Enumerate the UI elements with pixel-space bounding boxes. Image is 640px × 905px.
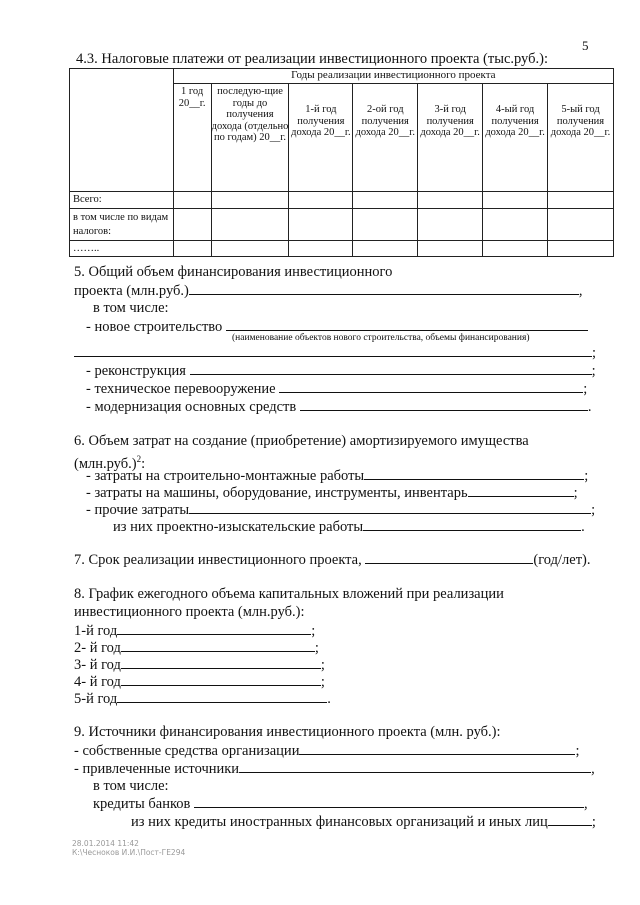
attracted-line: - привлеченные источники , [74,761,595,777]
own-funds-field[interactable] [299,742,575,755]
table-cell[interactable] [173,192,211,209]
footnote-mark: 2 [136,454,142,464]
row-label-ellipsis: …….. [70,241,174,257]
section-6-title-line1: 6. Объем затрат на создание (приобретение) амортизируемого имущества [74,433,529,449]
table-cell[interactable] [289,241,353,257]
section-7-text: 7. Срок реализации инвестиционного проекта, [74,552,362,568]
survey-label: из них проектно-изыскательские работы [113,519,364,535]
table-row [70,241,614,257]
section-6-colon: : [141,455,146,472]
table-cell[interactable] [353,192,418,209]
tax-payments-table [69,68,614,257]
table-cell[interactable] [289,209,353,241]
bank-loans-field[interactable] [194,795,584,808]
col-header-income-year4: 4-ый год получения дохода 20__г. [483,84,548,192]
own-funds-label: - собственные средства организации [74,743,300,759]
term-field[interactable] [365,551,533,564]
table-cell[interactable] [353,209,418,241]
survey-field[interactable] [363,518,581,531]
smr-field[interactable] [364,467,584,480]
smr-line: - затраты на строительно-монтажные работы ; [86,468,589,484]
section-7-unit: (год/лет). [533,552,591,568]
year3-field[interactable] [121,656,321,669]
year2-line: 2- й год ; [74,640,319,656]
col-header-income-year1: 1-й год получения дохода 20__г. [289,84,353,192]
page-number: 5 [582,38,589,53]
col-header-year1: 1 год 20__г. [173,84,211,192]
year4-field[interactable] [121,673,321,686]
section-5-title-line1: 5. Общий объем финансирования инвестиционного [74,264,393,280]
table-cell[interactable] [483,209,548,241]
recon-line: - реконструкция ; [86,363,596,379]
table-cell[interactable] [289,192,353,209]
section-4-3-title: 4.3. Налоговые платежи от реализации инвестиционного проекта (тыс.руб.): [76,51,548,67]
new-build-label: - новое строительство [86,319,223,335]
table-cell[interactable] [211,192,289,209]
table-cell[interactable] [418,241,483,257]
table-cell[interactable] [211,209,289,241]
years-group-header: Годы реализации инвестиционного проекта [173,69,613,84]
attracted-field[interactable] [239,760,591,773]
col-header-following-years: последую-щие годы до получения дохода (отдельно по годам) 20__г. [211,84,289,192]
section-5-title-line2: проекта (млн.руб.) , [74,283,583,299]
table-cell[interactable] [548,192,614,209]
other-costs-label: - прочие затраты [86,502,190,518]
year2-label: 2- й год [74,640,121,656]
foreign-loans-label: из них кредиты иностранных финансовых организаций и иных лиц [131,814,548,830]
own-funds-line: - собственные средства организации ; [74,743,580,759]
section-9-incl: в том числе: [93,778,169,794]
attracted-label: - привлеченные источники [74,761,240,777]
section-8-title-line2: инвестиционного проекта (млн.руб.): [74,604,305,620]
year3-label: 3- й год [74,657,121,673]
section-7-line [74,551,591,568]
row-label-by-tax-type: в том числе по видам налогов: [70,209,174,241]
col-header-income-year2: 2-ой год получения дохода 20__г. [353,84,418,192]
other-costs-line: - прочие затраты ; [86,502,596,518]
footer-file-path: К:\Чесноков И.И.\Пост-ГЕ294 [72,848,186,857]
modern-line: - модернизация основных средств . [86,399,592,415]
section-5-title-text: проекта (млн.руб.) [74,283,189,299]
new-build-field[interactable] [226,318,588,331]
year5-field[interactable] [117,690,327,703]
row-label-total: Всего: [70,192,174,209]
machines-line: - затраты на машины, оборудование, инструменты, инвентарь ; [86,485,578,501]
section-9-title: 9. Источники финансирования инвестиционного проекта (млн. руб.): [74,724,501,740]
bank-loans-label: кредиты банков [93,796,191,812]
new-build-note: (наименование объектов нового строительства, объемы финансирования) [232,333,530,343]
table-cell[interactable] [418,209,483,241]
smr-label: - затраты на строительно-монтажные работы [86,468,365,484]
year4-label: 4- й год [74,674,121,690]
year5-line: 5-й год . [74,691,331,707]
col-header-income-year5: 5-ый год получения дохода 20__г. [548,84,614,192]
footer-timestamp: 28.01.2014 11:42 [72,839,139,848]
foreign-loans-line: из них кредиты иностранных финансовых организаций и иных лиц ; [131,814,596,830]
tech-field[interactable] [279,380,583,393]
section-8-title-line1: 8. График ежегодного объема капитальных вложений при реализации [74,586,504,602]
year1-field[interactable] [117,622,311,635]
foreign-loans-field[interactable] [548,813,592,826]
table-cell[interactable] [483,192,548,209]
table-row [70,192,614,209]
modern-label: - модернизация основных средств [86,399,297,415]
year3-line: 3- й год ; [74,657,325,673]
survey-line: из них проектно-изыскательские работы . [113,519,585,535]
table-cell[interactable] [353,241,418,257]
new-build-continuation-line: ; [74,344,596,361]
year1-label: 1-й год [74,623,118,639]
table-cell[interactable] [173,241,211,257]
new-build-field-continued[interactable] [74,344,592,357]
modern-field[interactable] [300,398,588,411]
table-cell[interactable] [483,241,548,257]
table-cell[interactable] [548,241,614,257]
machines-label: - затраты на машины, оборудование, инструменты, инвентарь [86,485,468,501]
total-financing-field[interactable] [189,282,579,295]
table-cell[interactable] [173,209,211,241]
machines-field[interactable] [468,484,574,497]
section-6-unit: (млн.руб.) [74,455,137,472]
year5-label: 5-й год [74,691,118,707]
year1-line: 1-й год ; [74,623,316,639]
table-row [70,209,614,241]
table-cell[interactable] [548,209,614,241]
table-cell[interactable] [418,192,483,209]
year2-field[interactable] [121,639,315,652]
recon-label: - реконструкция [86,363,186,379]
col-header-income-year3: 3-й год получения дохода 20__г. [418,84,483,192]
bank-loans-line: кредиты банков , [93,796,588,812]
table-cell[interactable] [211,241,289,257]
table-corner-cell [70,69,174,192]
other-costs-field[interactable] [189,501,591,514]
tech-line: - техническое перевооружение ; [86,381,588,397]
section-5-incl: в том числе: [93,300,169,316]
year4-line: 4- й год ; [74,674,325,690]
recon-field[interactable] [190,362,592,375]
tech-label: - техническое перевооружение [86,381,276,397]
